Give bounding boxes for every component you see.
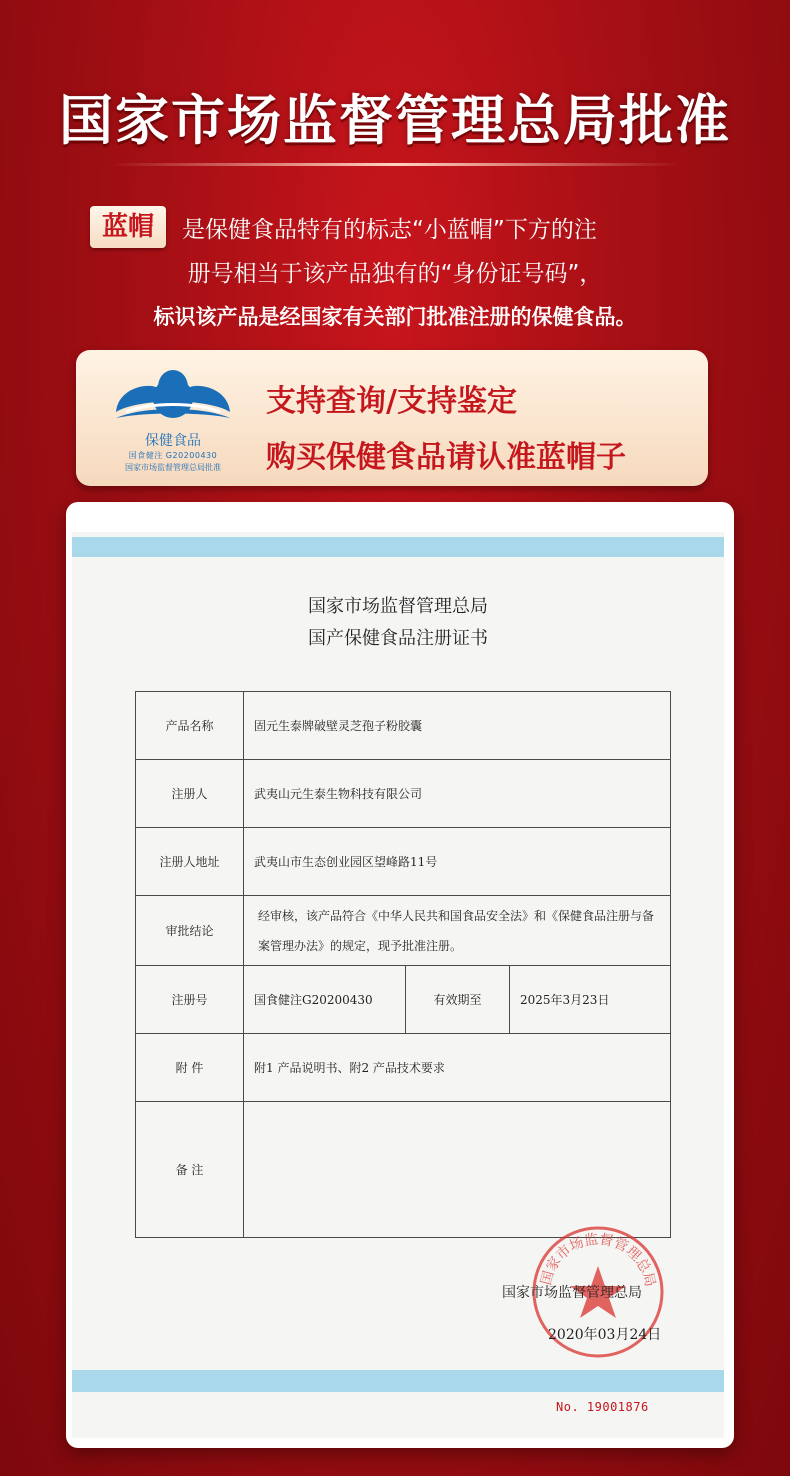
card-line-1: 支持查询/支持鉴定: [266, 384, 517, 419]
reg-no-label: 注册号: [136, 966, 244, 1034]
intro-text-2: 册号相当于该产品独有的“身份证号码”，: [187, 261, 603, 287]
remarks-label: 备 注: [136, 1102, 244, 1238]
product-name-label: 产品名称: [136, 692, 244, 760]
cert-table: [135, 691, 671, 1238]
logo-authority: 国家市场监督管理总局批准: [125, 463, 221, 472]
registrant-value: 武夷山元生泰生物科技有限公司: [244, 760, 671, 828]
bluehat-logo: [98, 360, 248, 478]
table-row: [136, 1102, 671, 1238]
conclusion-value: 经审核，该产品符合《中华人民共和国食品安全法》和《保健食品注册与备案管理办法》的规定，现予批准注册。: [244, 896, 671, 966]
cert-serial-no: No. 19001876: [556, 1400, 649, 1414]
table-row: [136, 1034, 671, 1102]
cert-bottom-band: [72, 1370, 724, 1392]
product-name-value: 固元生泰牌破壁灵芝孢子粉胶囊: [244, 692, 671, 760]
table-row: [136, 966, 671, 1034]
card-text: [266, 376, 626, 476]
certificate: [72, 532, 724, 1438]
table-row: [136, 896, 671, 966]
logo-code: 国食健注 G20200430: [128, 451, 218, 460]
attachment-label: 附 件: [136, 1034, 244, 1102]
logo-name: 保健食品: [145, 433, 201, 449]
page-headline: 国家市场监督管理总局批准: [59, 89, 731, 152]
cert-authority: 国家市场监督管理总局: [308, 596, 488, 617]
cert-doc-title: 国产保健食品注册证书: [308, 628, 488, 649]
headline-underline: [110, 163, 680, 166]
conclusion-label: 审批结论: [136, 896, 244, 966]
address-value: 武夷山市生态创业园区望峰路11号: [244, 828, 671, 896]
table-row: [136, 692, 671, 760]
bluehat-icon: [108, 360, 238, 430]
intro-line-1: [90, 205, 597, 249]
cert-issuer: 国家市场监督管理总局: [502, 1285, 642, 1301]
card-line-2: 购买保健食品请认准蓝帽子: [266, 440, 626, 475]
remarks-value: [244, 1102, 671, 1238]
table-row: [136, 828, 671, 896]
seal-text: 国家市场监督管理总局: [538, 1231, 658, 1289]
address-label: 注册人地址: [136, 828, 244, 896]
registrant-label: 注册人: [136, 760, 244, 828]
valid-value: 2025年3月23日: [510, 966, 671, 1034]
intro-text-3: 标识该产品是经国家有关部门批准注册的保健食品。: [153, 305, 637, 329]
attachment-value: 附1 产品说明书、附2 产品技术要求: [244, 1034, 671, 1102]
certificate-frame: [66, 502, 734, 1448]
bluehat-badge: 蓝帽: [90, 206, 166, 248]
reg-no-value: 国食健注G20200430: [244, 966, 406, 1034]
intro-text-1: 是保健食品特有的标志“小蓝帽”下方的注: [182, 216, 597, 243]
cert-issue-date: 2020年03月24日: [548, 1327, 662, 1343]
valid-label: 有效期至: [406, 966, 510, 1034]
table-row: [136, 760, 671, 828]
cert-top-band: [72, 537, 724, 557]
bluehat-card: [76, 350, 708, 486]
